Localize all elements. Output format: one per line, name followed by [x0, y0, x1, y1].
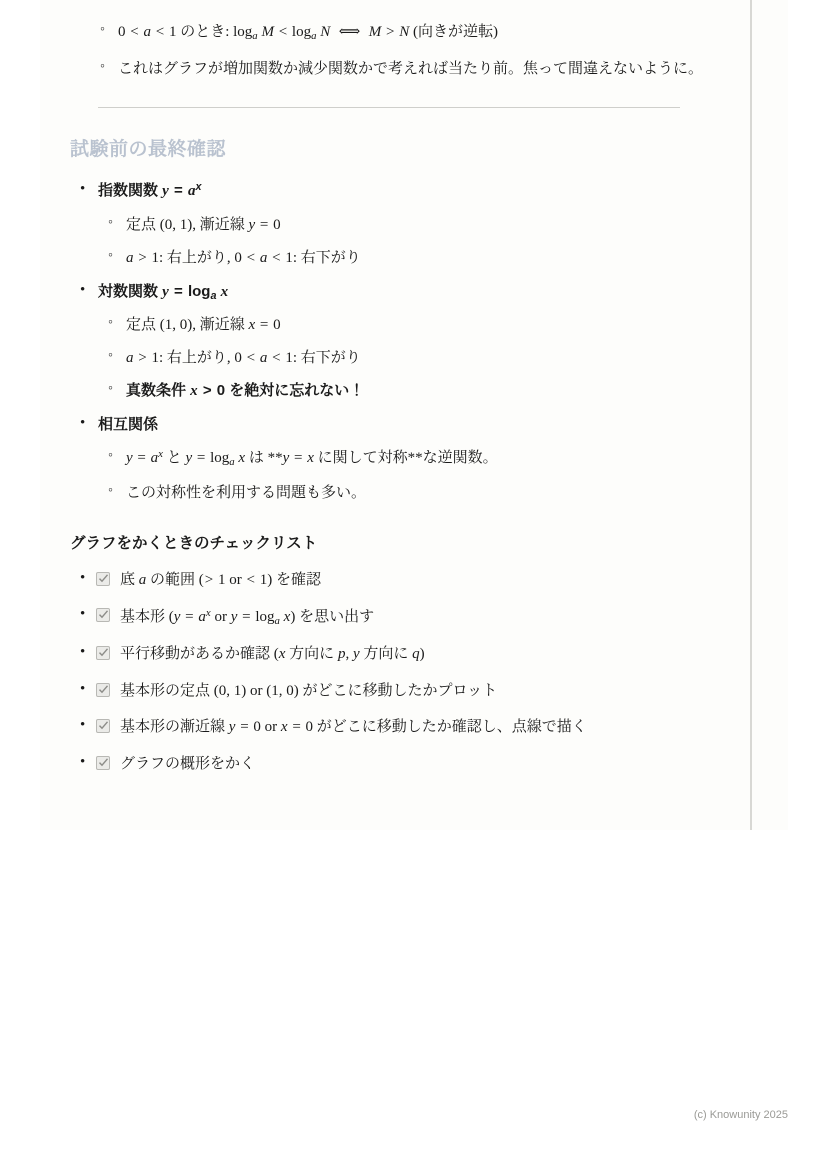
- checkbox-icon[interactable]: [96, 719, 110, 733]
- checkbox-icon[interactable]: [96, 646, 110, 660]
- list-item: [90, 20, 710, 45]
- list-item: [68, 716, 710, 739]
- document-page: [40, 0, 788, 830]
- checkbox-icon[interactable]: [96, 756, 110, 770]
- list-item-text: これはグラフが増加関数か減少関数かで考えれば当たり前。焦って間違えないように。: [118, 61, 704, 78]
- list-item: [68, 680, 710, 703]
- list-item: [90, 57, 710, 81]
- graph-checklist: [68, 569, 710, 776]
- list-item: [68, 179, 710, 269]
- copyright-footer: (c) Knowunity 2025: [693, 1109, 788, 1121]
- list-item-text: 基本形の漸近線 y = 0 or x = 0 がどこに移動したか確認し、点線で描く: [120, 719, 587, 736]
- list-item-text: 0 < a < 1 のとき: $\log_a M < \log_a N$ ⟺ M > N (向きが逆転): [118, 24, 498, 43]
- checkbox-icon[interactable]: [96, 572, 110, 586]
- page-title: 試験前の最終確認: [70, 139, 227, 161]
- sublist: [98, 213, 710, 270]
- list-item: [68, 643, 710, 666]
- scrollbar[interactable]: [750, 0, 752, 830]
- list-item: ◦ 真数条件 x > 0 を絶対に忘れない！: [98, 379, 710, 403]
- checkbox-icon[interactable]: [96, 683, 110, 697]
- list-item: ◦ この対称性を利用する問題も多い。: [98, 481, 710, 505]
- list-item: [68, 413, 710, 504]
- list-item-text: 基本形 ($y = a^x$ or $y = \log_a x$) を思い出す: [120, 607, 375, 627]
- list-item: [68, 569, 710, 592]
- intro-list: [90, 20, 710, 81]
- sublist: [98, 446, 710, 504]
- checklist-title: グラフをかくときのチェックリスト: [70, 534, 318, 552]
- sublist: [98, 313, 710, 403]
- section-divider: [98, 107, 680, 108]
- list-item-text: 平行移動があるか確認 (x 方向に p, y 方向に q): [120, 646, 425, 663]
- list-item-heading: 指数関数 $y = a^x$: [98, 181, 202, 200]
- list-item: [68, 753, 710, 776]
- list-item-heading: 相互関係: [98, 416, 159, 434]
- list-item: [68, 605, 710, 629]
- list-item: ◦ $y = a^x$ と $y = \log_a x$ は **y = x に関して対称**な逆関数。: [98, 446, 710, 471]
- list-item: ◦ 定点 (1, 0), 漸近線 x = 0: [98, 313, 710, 337]
- checkbox-icon[interactable]: [96, 608, 110, 622]
- list-item: [68, 280, 710, 404]
- list-item-text: 底 a の範囲 (> 1 or < 1) を確認: [120, 571, 321, 588]
- list-item: ◦ a > 1: 右上がり, 0 < a < 1: 右下がり: [98, 346, 710, 370]
- list-item: ◦ 定点 (0, 1), 漸近線 y = 0: [98, 213, 710, 237]
- list-item-heading: 対数関数 $y = \log_a x$: [98, 282, 229, 302]
- list-item: ◦ a > 1: 右上がり, 0 < a < 1: 右下がり: [98, 246, 710, 270]
- list-item-text: グラフの概形をかく: [120, 755, 256, 772]
- list-item-text: 基本形の定点 (0, 1) or (1, 0) がどこに移動したかプロット: [120, 682, 498, 699]
- final-check-list: [68, 179, 710, 504]
- page-content: [40, 0, 750, 830]
